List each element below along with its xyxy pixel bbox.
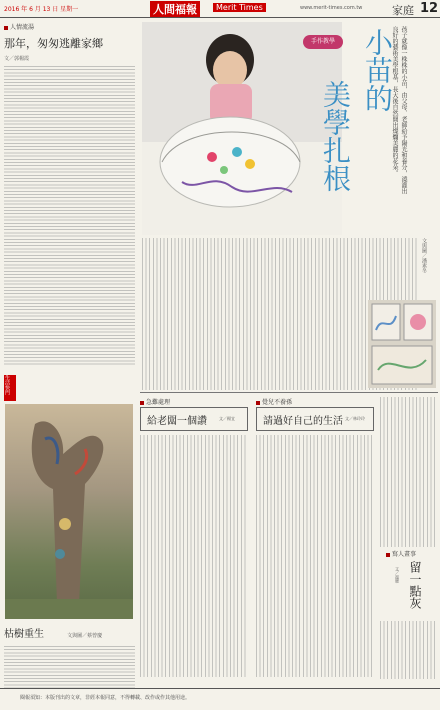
emergency-article — [140, 397, 250, 682]
newspaper-logo-en: Merit Times — [213, 3, 266, 12]
article-byline: 文／郭楊霞 — [4, 56, 30, 62]
bullet-icon — [140, 401, 144, 405]
live-well-title-box: 請過好自己的生活 文／林玲玲 — [256, 407, 374, 431]
child-craft-photo — [142, 22, 342, 235]
newspaper-logo: 人間福報 — [150, 1, 200, 17]
bullet-icon — [256, 401, 260, 405]
tree-sculpture-photo — [5, 404, 133, 619]
tree-article — [4, 622, 137, 684]
life-snapshot-tag: 生活快門 — [4, 375, 16, 401]
tree-article-body — [4, 646, 135, 690]
section-name: 家庭 — [392, 4, 414, 17]
emergency-column: 急難處理 — [140, 397, 250, 406]
right-article-byline: 文／溫暖 — [395, 567, 400, 583]
section-divider — [140, 392, 438, 393]
bullet-icon — [4, 26, 8, 30]
issue-date: 2016 年 6 月 13 日 星期一 — [4, 6, 79, 13]
child-photo-illustration — [142, 22, 342, 235]
tree-article-title: 枯樹重生 — [4, 629, 44, 640]
emergency-title-box: 給老闆一個讚 文／楊宜 — [140, 407, 248, 431]
tree-article-byline: 文與圖／蔡曾慶 — [67, 633, 103, 639]
feature-title-2: 美學扎根 — [319, 80, 352, 192]
footer-notice: 閱報須知：本版刊出的文章，非經本報同意，不得轉載、改作或作其他用途。 — [20, 695, 191, 701]
paintings-photo-illustration — [368, 300, 436, 388]
article-body — [4, 66, 135, 366]
right-column-tag: 寫人畫事 — [386, 549, 416, 558]
right-article — [380, 397, 438, 682]
right-article-body — [380, 621, 436, 679]
feature-badge: 手作教學 — [303, 35, 343, 49]
page-header — [0, 0, 440, 18]
left-article — [4, 22, 137, 382]
bullet-icon — [386, 553, 390, 557]
page-number: 12 — [420, 1, 439, 16]
column-tag: 人情流湯 — [4, 22, 137, 31]
tree-sculpture-icon — [5, 404, 133, 619]
live-well-article — [256, 397, 376, 682]
article-title: 那年，匆匆逃離家鄉 — [4, 37, 103, 50]
feature-title: 小苗的 — [361, 28, 394, 112]
page-footer — [0, 688, 440, 710]
live-well-column: 覺兒不養孫 — [256, 397, 376, 406]
feature-byline-wrap: 文與圖／潘素冬 — [421, 238, 427, 273]
emergency-body — [140, 435, 248, 677]
newspaper-url: www.merit-times.com.tw — [300, 5, 363, 11]
right-article-body-top — [380, 397, 436, 547]
paintings-photo — [368, 300, 436, 388]
right-article-title: 留一點灰 — [408, 561, 422, 609]
live-well-body — [256, 435, 374, 677]
feature-lead: 孩子就像一株株的小苗，由父母、老師給予陽光和養分，澆灌出良好的藝術美學根基，長大後自然開出燦爛美麗的花朵。 — [391, 26, 407, 194]
